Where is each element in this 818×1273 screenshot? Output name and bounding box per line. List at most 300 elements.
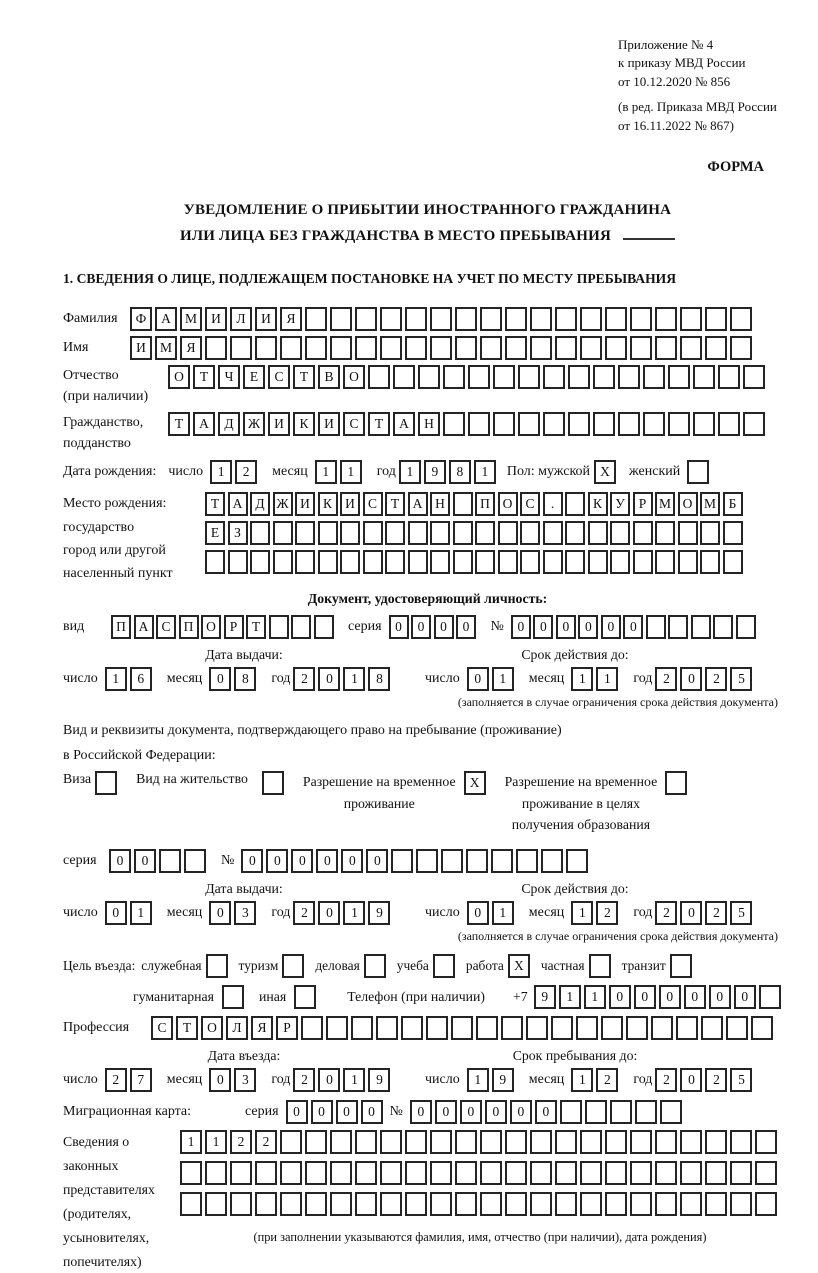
char-box[interactable]: О — [201, 615, 221, 639]
char-box[interactable] — [646, 615, 666, 639]
char-box[interactable]: Ж — [243, 412, 265, 436]
char-box[interactable]: 1 — [343, 901, 365, 925]
char-box[interactable] — [576, 1016, 598, 1040]
char-box[interactable] — [401, 1016, 423, 1040]
char-box[interactable] — [568, 365, 590, 389]
char-box[interactable]: Н — [418, 412, 440, 436]
char-box[interactable] — [305, 307, 327, 331]
char-box[interactable] — [475, 550, 495, 574]
char-box[interactable]: 1 — [474, 460, 496, 484]
char-box[interactable] — [184, 849, 206, 873]
char-box[interactable]: Н — [430, 492, 450, 516]
char-box[interactable] — [678, 521, 698, 545]
char-box[interactable]: З — [228, 521, 248, 545]
char-box[interactable] — [530, 307, 552, 331]
char-box[interactable]: Л — [226, 1016, 248, 1040]
char-box[interactable] — [630, 1161, 652, 1185]
char-box[interactable]: Т — [168, 412, 190, 436]
char-box[interactable] — [205, 550, 225, 574]
char-box[interactable] — [453, 521, 473, 545]
char-box[interactable] — [730, 336, 752, 360]
char-box[interactable]: А — [193, 412, 215, 436]
char-box[interactable] — [520, 521, 540, 545]
char-box[interactable] — [655, 307, 677, 331]
char-box[interactable] — [205, 1161, 227, 1185]
char-box[interactable] — [393, 365, 415, 389]
char-box[interactable]: 0 — [578, 615, 598, 639]
char-box[interactable] — [743, 412, 765, 436]
char-box[interactable] — [380, 1161, 402, 1185]
char-box[interactable] — [468, 365, 490, 389]
char-box[interactable]: 9 — [368, 1068, 390, 1092]
char-box[interactable] — [655, 1161, 677, 1185]
char-box[interactable] — [455, 1192, 477, 1216]
char-box[interactable]: X — [508, 954, 530, 978]
char-box[interactable] — [680, 307, 702, 331]
char-box[interactable] — [405, 307, 427, 331]
char-box[interactable] — [601, 1016, 623, 1040]
char-box[interactable]: 2 — [705, 901, 727, 925]
char-box[interactable] — [480, 1192, 502, 1216]
char-box[interactable] — [418, 365, 440, 389]
char-box[interactable] — [455, 336, 477, 360]
char-box[interactable]: 1 — [467, 1068, 489, 1092]
char-box[interactable] — [630, 336, 652, 360]
char-box[interactable]: 0 — [336, 1100, 358, 1124]
char-box[interactable]: 0 — [709, 985, 731, 1009]
char-box[interactable]: С — [520, 492, 540, 516]
char-box[interactable] — [250, 521, 270, 545]
char-box[interactable] — [555, 1161, 577, 1185]
char-box[interactable]: 0 — [291, 849, 313, 873]
char-box[interactable]: 0 — [389, 615, 409, 639]
char-box[interactable] — [255, 1192, 277, 1216]
char-box[interactable] — [385, 521, 405, 545]
char-box[interactable] — [543, 521, 563, 545]
char-box[interactable]: Я — [180, 336, 202, 360]
char-box[interactable]: 1 — [571, 1068, 593, 1092]
char-box[interactable] — [593, 412, 615, 436]
char-box[interactable] — [468, 412, 490, 436]
char-box[interactable] — [580, 1130, 602, 1154]
char-box[interactable]: 2 — [655, 667, 677, 691]
char-box[interactable] — [585, 1100, 607, 1124]
char-box[interactable]: 2 — [596, 1068, 618, 1092]
char-box[interactable]: М — [655, 492, 675, 516]
char-box[interactable]: П — [111, 615, 131, 639]
char-box[interactable]: 0 — [533, 615, 553, 639]
char-box[interactable]: В — [318, 365, 340, 389]
char-box[interactable]: 1 — [343, 1068, 365, 1092]
char-box[interactable] — [280, 1192, 302, 1216]
char-box[interactable] — [678, 550, 698, 574]
char-box[interactable]: 0 — [460, 1100, 482, 1124]
char-box[interactable]: 2 — [705, 667, 727, 691]
char-box[interactable] — [416, 849, 438, 873]
char-box[interactable] — [610, 550, 630, 574]
char-box[interactable]: 0 — [680, 901, 702, 925]
char-box[interactable] — [391, 849, 413, 873]
char-box[interactable] — [441, 849, 463, 873]
char-box[interactable] — [480, 1161, 502, 1185]
char-box[interactable]: 1 — [210, 460, 232, 484]
char-box[interactable] — [565, 521, 585, 545]
char-box[interactable]: 1 — [343, 667, 365, 691]
char-box[interactable] — [405, 1192, 427, 1216]
char-box[interactable] — [568, 412, 590, 436]
char-box[interactable] — [618, 412, 640, 436]
char-box[interactable] — [498, 550, 518, 574]
char-box[interactable]: 0 — [659, 985, 681, 1009]
char-box[interactable] — [505, 336, 527, 360]
char-box[interactable] — [455, 1161, 477, 1185]
char-box[interactable] — [498, 521, 518, 545]
char-box[interactable]: . — [543, 492, 563, 516]
char-box[interactable] — [751, 1016, 773, 1040]
char-box[interactable] — [526, 1016, 548, 1040]
char-box[interactable]: 8 — [449, 460, 471, 484]
char-box[interactable]: 0 — [535, 1100, 557, 1124]
char-box[interactable] — [630, 1192, 652, 1216]
char-box[interactable]: 0 — [209, 667, 231, 691]
char-box[interactable] — [355, 1130, 377, 1154]
char-box[interactable]: 2 — [230, 1130, 252, 1154]
char-box[interactable] — [730, 1161, 752, 1185]
char-box[interactable]: 1 — [571, 667, 593, 691]
char-box[interactable]: С — [268, 365, 290, 389]
char-box[interactable] — [680, 1161, 702, 1185]
char-box[interactable] — [230, 1192, 252, 1216]
char-box[interactable]: Я — [280, 307, 302, 331]
char-box[interactable] — [355, 1192, 377, 1216]
char-box[interactable]: Р — [224, 615, 244, 639]
char-box[interactable] — [453, 550, 473, 574]
char-box[interactable]: И — [340, 492, 360, 516]
char-box[interactable]: И — [130, 336, 152, 360]
char-box[interactable]: К — [318, 492, 338, 516]
char-box[interactable]: 0 — [410, 1100, 432, 1124]
char-box[interactable] — [180, 1161, 202, 1185]
char-box[interactable] — [430, 1192, 452, 1216]
char-box[interactable] — [330, 336, 352, 360]
char-box[interactable] — [643, 365, 665, 389]
char-box[interactable]: Т — [385, 492, 405, 516]
char-box[interactable]: 2 — [293, 1068, 315, 1092]
char-box[interactable] — [368, 365, 390, 389]
char-box[interactable]: 5 — [730, 667, 752, 691]
char-box[interactable]: 1 — [205, 1130, 227, 1154]
char-box[interactable] — [305, 1192, 327, 1216]
char-box[interactable]: Д — [218, 412, 240, 436]
char-box[interactable] — [380, 336, 402, 360]
char-box[interactable] — [318, 521, 338, 545]
char-box[interactable]: 0 — [684, 985, 706, 1009]
char-box[interactable] — [676, 1016, 698, 1040]
char-box[interactable]: Л — [230, 307, 252, 331]
char-box[interactable]: Т — [293, 365, 315, 389]
char-box[interactable]: 1 — [492, 667, 514, 691]
char-box[interactable] — [680, 1130, 702, 1154]
char-box[interactable] — [430, 1161, 452, 1185]
char-box[interactable]: 0 — [109, 849, 131, 873]
char-box[interactable]: А — [393, 412, 415, 436]
char-box[interactable]: 0 — [601, 615, 621, 639]
char-box[interactable] — [222, 985, 244, 1009]
char-box[interactable] — [541, 849, 563, 873]
char-box[interactable]: О — [201, 1016, 223, 1040]
char-box[interactable]: 0 — [734, 985, 756, 1009]
char-box[interactable]: 0 — [435, 1100, 457, 1124]
char-box[interactable]: Р — [276, 1016, 298, 1040]
char-box[interactable] — [668, 412, 690, 436]
char-box[interactable] — [518, 412, 540, 436]
char-box[interactable] — [605, 1161, 627, 1185]
char-box[interactable] — [380, 307, 402, 331]
char-box[interactable]: 2 — [596, 901, 618, 925]
char-box[interactable]: 0 — [341, 849, 363, 873]
char-box[interactable]: 0 — [609, 985, 631, 1009]
char-box[interactable] — [580, 307, 602, 331]
char-box[interactable] — [588, 521, 608, 545]
char-box[interactable] — [455, 307, 477, 331]
char-box[interactable]: Е — [243, 365, 265, 389]
char-box[interactable]: 9 — [424, 460, 446, 484]
char-box[interactable] — [340, 550, 360, 574]
char-box[interactable] — [730, 1192, 752, 1216]
char-box[interactable] — [228, 550, 248, 574]
char-box[interactable] — [408, 550, 428, 574]
char-box[interactable]: Т — [193, 365, 215, 389]
char-box[interactable] — [205, 1192, 227, 1216]
char-box[interactable]: 0 — [456, 615, 476, 639]
char-box[interactable]: 1 — [180, 1130, 202, 1154]
char-box[interactable]: 0 — [434, 615, 454, 639]
char-box[interactable] — [555, 336, 577, 360]
char-box[interactable] — [230, 1161, 252, 1185]
char-box[interactable] — [726, 1016, 748, 1040]
char-box[interactable] — [588, 550, 608, 574]
char-box[interactable] — [660, 1100, 682, 1124]
char-box[interactable]: 0 — [286, 1100, 308, 1124]
char-box[interactable] — [430, 550, 450, 574]
char-box[interactable] — [520, 550, 540, 574]
char-box[interactable] — [643, 412, 665, 436]
char-box[interactable] — [455, 1130, 477, 1154]
char-box[interactable] — [580, 1161, 602, 1185]
char-box[interactable] — [700, 550, 720, 574]
char-box[interactable] — [480, 336, 502, 360]
char-box[interactable] — [530, 336, 552, 360]
char-box[interactable] — [713, 615, 733, 639]
char-box[interactable]: У — [610, 492, 630, 516]
char-box[interactable] — [355, 1161, 377, 1185]
char-box[interactable] — [700, 521, 720, 545]
char-box[interactable]: 0 — [411, 615, 431, 639]
char-box[interactable] — [565, 550, 585, 574]
char-box[interactable] — [705, 336, 727, 360]
char-box[interactable] — [730, 307, 752, 331]
char-box[interactable] — [610, 521, 630, 545]
char-box[interactable] — [405, 1130, 427, 1154]
char-box[interactable]: 9 — [492, 1068, 514, 1092]
char-box[interactable]: Ч — [218, 365, 240, 389]
char-box[interactable]: С — [343, 412, 365, 436]
char-box[interactable] — [255, 336, 277, 360]
char-box[interactable]: С — [156, 615, 176, 639]
char-box[interactable] — [430, 336, 452, 360]
char-box[interactable]: А — [228, 492, 248, 516]
char-box[interactable] — [301, 1016, 323, 1040]
char-box[interactable]: 0 — [680, 1068, 702, 1092]
char-box[interactable]: Е — [205, 521, 225, 545]
char-box[interactable]: 0 — [266, 849, 288, 873]
char-box[interactable]: 2 — [255, 1130, 277, 1154]
char-box[interactable]: Т — [368, 412, 390, 436]
char-box[interactable]: И — [255, 307, 277, 331]
char-box[interactable] — [618, 365, 640, 389]
char-box[interactable] — [580, 1192, 602, 1216]
char-box[interactable]: Ж — [273, 492, 293, 516]
char-box[interactable] — [730, 1130, 752, 1154]
char-box[interactable]: 0 — [316, 849, 338, 873]
char-box[interactable] — [330, 307, 352, 331]
char-box[interactable] — [505, 1130, 527, 1154]
char-box[interactable] — [501, 1016, 523, 1040]
char-box[interactable] — [262, 771, 284, 795]
char-box[interactable]: 0 — [366, 849, 388, 873]
char-box[interactable] — [705, 1161, 727, 1185]
char-box[interactable] — [250, 550, 270, 574]
char-box[interactable] — [493, 412, 515, 436]
char-box[interactable] — [705, 307, 727, 331]
char-box[interactable]: Д — [250, 492, 270, 516]
char-box[interactable] — [605, 1130, 627, 1154]
char-box[interactable]: 0 — [311, 1100, 333, 1124]
char-box[interactable]: 1 — [315, 460, 337, 484]
char-box[interactable] — [759, 985, 781, 1009]
char-box[interactable] — [593, 365, 615, 389]
char-box[interactable]: 0 — [680, 667, 702, 691]
char-box[interactable]: 6 — [130, 667, 152, 691]
char-box[interactable]: 8 — [234, 667, 256, 691]
char-box[interactable] — [516, 849, 538, 873]
char-box[interactable]: X — [464, 771, 486, 795]
char-box[interactable] — [705, 1130, 727, 1154]
char-box[interactable]: Р — [633, 492, 653, 516]
char-box[interactable]: Т — [176, 1016, 198, 1040]
char-box[interactable] — [589, 954, 611, 978]
char-box[interactable] — [430, 307, 452, 331]
char-box[interactable] — [630, 1130, 652, 1154]
char-box[interactable] — [755, 1161, 777, 1185]
char-box[interactable] — [269, 615, 289, 639]
char-box[interactable]: М — [155, 336, 177, 360]
char-box[interactable] — [693, 365, 715, 389]
char-box[interactable] — [351, 1016, 373, 1040]
char-box[interactable] — [280, 1130, 302, 1154]
char-box[interactable] — [330, 1130, 352, 1154]
char-box[interactable]: О — [343, 365, 365, 389]
char-box[interactable] — [380, 1192, 402, 1216]
char-box[interactable] — [543, 365, 565, 389]
char-box[interactable] — [555, 1192, 577, 1216]
char-box[interactable] — [635, 1100, 657, 1124]
char-box[interactable] — [610, 1100, 632, 1124]
char-box[interactable]: И — [295, 492, 315, 516]
char-box[interactable] — [723, 521, 743, 545]
char-box[interactable] — [408, 521, 428, 545]
char-box[interactable] — [530, 1161, 552, 1185]
char-box[interactable] — [705, 1192, 727, 1216]
char-box[interactable]: О — [678, 492, 698, 516]
char-box[interactable]: С — [151, 1016, 173, 1040]
char-box[interactable]: X — [594, 460, 616, 484]
char-box[interactable] — [433, 954, 455, 978]
char-box[interactable] — [680, 1192, 702, 1216]
char-box[interactable]: 9 — [534, 985, 556, 1009]
char-box[interactable] — [291, 615, 311, 639]
char-box[interactable]: 0 — [241, 849, 263, 873]
char-box[interactable] — [680, 336, 702, 360]
char-box[interactable] — [530, 1130, 552, 1154]
char-box[interactable] — [314, 615, 334, 639]
char-box[interactable] — [476, 1016, 498, 1040]
char-box[interactable]: 0 — [510, 1100, 532, 1124]
char-box[interactable] — [723, 550, 743, 574]
char-box[interactable] — [466, 849, 488, 873]
char-box[interactable] — [543, 550, 563, 574]
char-box[interactable]: 0 — [134, 849, 156, 873]
char-box[interactable] — [655, 1130, 677, 1154]
char-box[interactable] — [430, 521, 450, 545]
char-box[interactable] — [530, 1192, 552, 1216]
char-box[interactable] — [364, 954, 386, 978]
char-box[interactable] — [355, 336, 377, 360]
char-box[interactable]: 2 — [293, 667, 315, 691]
char-box[interactable]: 1 — [340, 460, 362, 484]
char-box[interactable] — [668, 365, 690, 389]
char-box[interactable] — [230, 336, 252, 360]
char-box[interactable]: 7 — [130, 1068, 152, 1092]
char-box[interactable] — [655, 336, 677, 360]
char-box[interactable] — [605, 336, 627, 360]
char-box[interactable]: К — [293, 412, 315, 436]
char-box[interactable]: 2 — [705, 1068, 727, 1092]
char-box[interactable] — [385, 550, 405, 574]
char-box[interactable]: 1 — [105, 667, 127, 691]
char-box[interactable]: 9 — [368, 901, 390, 925]
char-box[interactable] — [443, 412, 465, 436]
char-box[interactable] — [376, 1016, 398, 1040]
char-box[interactable] — [736, 615, 756, 639]
char-box[interactable] — [605, 307, 627, 331]
char-box[interactable]: Т — [205, 492, 225, 516]
char-box[interactable] — [294, 985, 316, 1009]
char-box[interactable] — [691, 615, 711, 639]
char-box[interactable] — [330, 1161, 352, 1185]
char-box[interactable]: 2 — [655, 901, 677, 925]
char-box[interactable]: 0 — [209, 901, 231, 925]
char-box[interactable] — [340, 521, 360, 545]
char-box[interactable]: П — [179, 615, 199, 639]
char-box[interactable] — [543, 412, 565, 436]
char-box[interactable] — [159, 849, 181, 873]
char-box[interactable]: 0 — [485, 1100, 507, 1124]
char-box[interactable]: М — [180, 307, 202, 331]
char-box[interactable] — [480, 307, 502, 331]
char-box[interactable]: 5 — [730, 901, 752, 925]
char-box[interactable] — [668, 615, 688, 639]
